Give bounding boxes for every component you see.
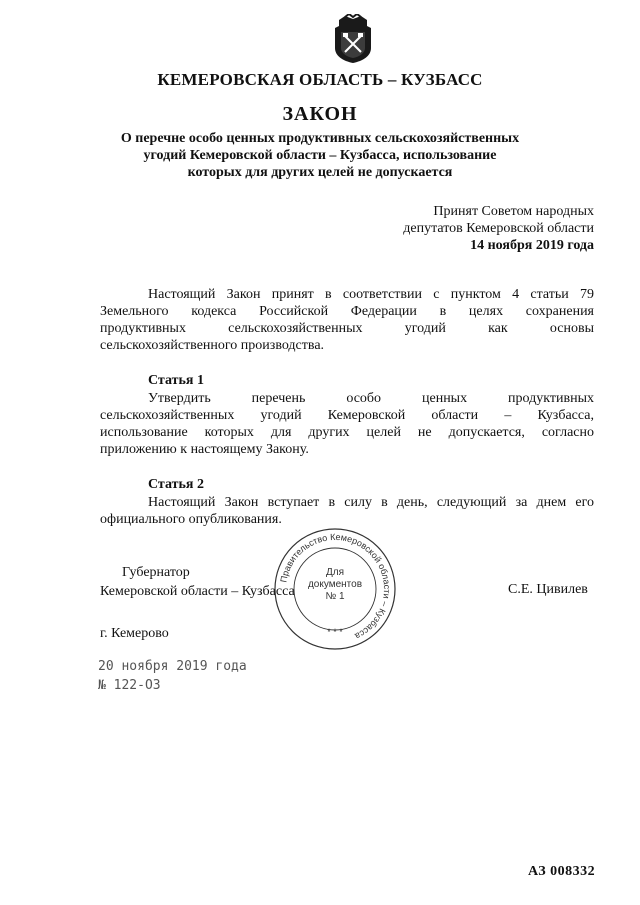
adoption-line: Принят Советом народных	[433, 204, 594, 219]
preamble	[100, 286, 594, 354]
adoption-line: депутатов Кемеровской области	[403, 221, 594, 236]
article-1-body	[100, 390, 594, 458]
law-title-line: угодий Кемеровской области – Кузбасса, использование	[143, 148, 497, 163]
article-2-line: официального опубликования.	[100, 512, 282, 527]
article-1-heading: Статья 1	[148, 373, 204, 388]
form-serial-number: АЗ 008332	[528, 864, 596, 879]
preamble-line: Настоящий Закон принят в соответствии с пунктом 4 статьи 79	[148, 287, 594, 302]
law-title-line: которых для других целей не допускается	[187, 165, 453, 180]
signatory-role-line: Губернатор	[122, 565, 190, 580]
article-1-line: сельскохозяйственных угодий Кемеровской области – Кузбасса,	[100, 408, 594, 423]
preamble-line: Земельного кодекса Российской Федерации в целях сохранения	[100, 304, 594, 319]
article-2-line: Настоящий Закон вступает в силу в день, следующий за днем его	[148, 495, 594, 510]
law-title	[0, 130, 640, 181]
coat-of-arms-icon	[331, 14, 375, 64]
official-seal	[273, 527, 397, 651]
seal-ring-text: Правительство Кемеровской области – Кузбасса	[278, 531, 393, 642]
article-2-heading: Статья 2	[148, 477, 204, 492]
article-1-line: Утвердить перечень особо ценных продуктивных	[148, 391, 594, 406]
signatory-name: С.Е. Цивилев	[508, 582, 588, 597]
article-2-body	[100, 494, 594, 528]
registration-number: № 122-ОЗ	[98, 678, 161, 693]
seal-stars: * * *	[327, 627, 343, 637]
city: г. Кемерово	[100, 626, 169, 641]
seal-center-line: № 1	[325, 591, 345, 602]
seal-center-line: Для	[325, 567, 345, 578]
article-1-line: использование которых для других целей не допускается, согласно	[100, 425, 594, 440]
document-type: ЗАКОН	[282, 103, 358, 125]
preamble-line: продуктивных сельскохозяйственных угодий как основы	[100, 321, 594, 336]
article-1-line: приложению к настоящему Закону.	[100, 442, 309, 457]
signatory-role	[100, 563, 295, 601]
seal-center-line: документов	[307, 579, 363, 590]
preamble-line: сельскохозяйственного производства.	[100, 338, 325, 353]
registration-date: 20 ноября 2019 года	[98, 659, 247, 674]
adoption-date: 14 ноября 2019 года	[470, 238, 594, 253]
seal-center	[273, 567, 397, 603]
law-title-line: О перечне особо ценных продуктивных сельскохозяйственных	[120, 131, 520, 146]
adoption-block	[334, 203, 594, 254]
registration-stamp	[98, 657, 247, 695]
signatory-role-line: Кемеровской области – Кузбасса	[100, 584, 295, 599]
region-title: КЕМЕРОВСКАЯ ОБЛАСТЬ – КУЗБАСС	[157, 70, 483, 89]
